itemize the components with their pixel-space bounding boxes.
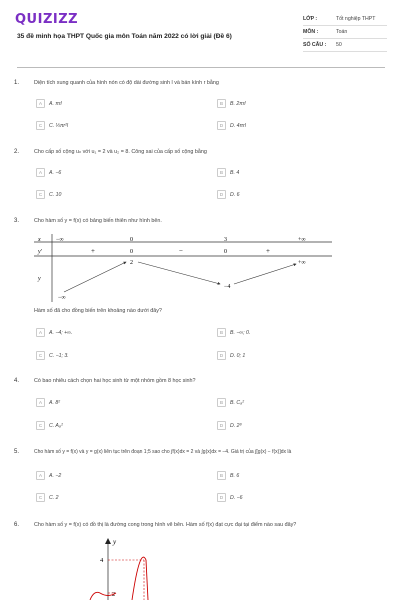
question-number: 1. (14, 80, 20, 86)
option-b[interactable] (217, 167, 239, 178)
table-x-label: x (38, 237, 41, 243)
option-text: A. πrl (49, 100, 62, 107)
option-text: B. C₈² (230, 399, 244, 406)
graph-tick: 4 (100, 557, 104, 564)
option-a[interactable] (36, 98, 62, 109)
question-3 (14, 218, 385, 368)
option-letter: C (36, 421, 45, 430)
table-y-value: −∞ (58, 295, 66, 301)
question-number: 4. (14, 378, 20, 384)
table-x-value: 3 (224, 237, 227, 243)
meta-row-count (303, 39, 387, 52)
option-text: C. 2 (49, 494, 59, 501)
question-number: 5. (14, 449, 20, 455)
option-d[interactable] (217, 350, 245, 361)
function-graph (72, 536, 162, 600)
table-sign: + (91, 247, 95, 255)
option-letter: A (36, 168, 45, 177)
option-text: C. ⅓πr²l (49, 122, 69, 129)
graph-tick: 2 (112, 591, 116, 598)
question-number: 2. (14, 149, 20, 155)
option-b[interactable] (217, 98, 246, 109)
table-y-value: −4 (224, 284, 231, 290)
option-letter: A (36, 471, 45, 480)
option-text: B. −∞; 0. (230, 329, 251, 336)
option-text: C. 10 (49, 191, 62, 198)
option-text: A. −4; +∞. (49, 329, 73, 336)
meta-row-subject (303, 26, 387, 39)
question-number: 6. (14, 522, 20, 528)
question-5 (14, 449, 385, 511)
option-text: C. A₈² (49, 422, 63, 429)
option-letter: C (36, 121, 45, 130)
option-text: A. 8² (49, 399, 60, 406)
worksheet-title: 35 đề minh họa THPT Quốc gia môn Toán năm 2022 có lời giải (Đề 6) (17, 33, 232, 40)
header-divider (17, 67, 385, 68)
meta-value: 50 (336, 42, 342, 48)
table-x-value: +∞ (298, 237, 306, 243)
option-a[interactable] (36, 327, 72, 338)
meta-key: LỚP : (303, 16, 318, 22)
quizizz-logo: QUIZIZZ (15, 12, 79, 27)
option-text: B. 4 (230, 169, 240, 176)
option-letter: D (217, 121, 226, 130)
option-letter: A (36, 328, 45, 337)
table-y-label: y (38, 276, 41, 282)
option-letter: B (217, 398, 226, 407)
question-1 (14, 80, 385, 140)
graph-y-label: y (113, 538, 117, 546)
option-c[interactable] (36, 420, 63, 431)
option-c[interactable] (36, 189, 61, 200)
option-text: A. −2 (49, 472, 62, 479)
option-letter: D (217, 493, 226, 502)
option-text: B. 6 (230, 472, 240, 479)
option-letter: B (217, 99, 226, 108)
table-y-value: +∞ (298, 260, 306, 266)
option-letter: C (36, 190, 45, 199)
option-text: C. −1; 3. (49, 352, 69, 359)
option-d[interactable] (217, 420, 242, 431)
option-b[interactable] (217, 470, 239, 481)
question-6 (14, 522, 385, 600)
table-y-value: 2 (130, 260, 133, 266)
option-d[interactable] (217, 189, 240, 200)
table-sign: 0 (224, 249, 227, 255)
option-text: D. 4πrl (230, 122, 246, 129)
table-x-value: −∞ (56, 237, 64, 243)
table-x-value: 0 (130, 237, 133, 243)
option-text: D. 0; 1 (230, 352, 246, 359)
option-text: D. 2⁸ (230, 422, 242, 429)
option-letter: A (36, 398, 45, 407)
meta-key: MÔN : (303, 29, 319, 35)
table-sign: 0 (130, 249, 133, 255)
option-b[interactable] (217, 327, 250, 338)
question-2 (14, 149, 385, 209)
option-a[interactable] (36, 397, 60, 408)
question-number: 3. (14, 218, 20, 224)
option-c[interactable] (36, 492, 59, 503)
question-text: Cho hàm số y = f(x) và y = g(x) liên tục trên đoạn 1;5 sao cho ∫f(x)dx = 2 và ∫g(x)dx = −4. Giá trị của ∫[g(x) − f(x)]dx là (34, 449, 292, 455)
option-letter: B (217, 471, 226, 480)
option-letter: D (217, 190, 226, 199)
question-text: Cho cấp số cộng uₙ với u₁ = 2 và u₂ = 8. Công sai của cấp số cộng bằng (34, 149, 207, 155)
question-text: Cho hàm số y = f(x) có đồ thị là đường cong trong hình vẽ bên. Hàm số f(x) đạt cực đại tại điểm nào sau đây? (34, 522, 297, 528)
meta-row-class (303, 13, 387, 26)
option-c[interactable] (36, 120, 68, 131)
table-sign: + (266, 247, 270, 255)
question-4 (14, 378, 385, 440)
option-text: B. 2πrl (230, 100, 246, 107)
option-letter: B (217, 328, 226, 337)
option-letter: D (217, 421, 226, 430)
meta-value: Tốt nghiệp THPT (336, 16, 376, 22)
option-letter: D (217, 351, 226, 360)
option-d[interactable] (217, 120, 246, 131)
option-letter: C (36, 351, 45, 360)
option-text: A. −6 (49, 169, 62, 176)
option-text: D. −6 (230, 494, 243, 501)
question-text: Cho hàm số y = f(x) có bảng biến thiên như hình bên. (34, 218, 162, 224)
option-a[interactable] (36, 167, 61, 178)
option-a[interactable] (36, 470, 61, 481)
option-c[interactable] (36, 350, 69, 361)
option-letter: A (36, 99, 45, 108)
option-letter: B (217, 168, 226, 177)
question-subtext: Hàm số đã cho đồng biến trên khoảng nào dưới đây? (34, 308, 162, 314)
question-text: Có bao nhiêu cách chọn hai học sinh từ một nhóm gồm 8 học sinh? (34, 378, 196, 384)
variation-table (34, 232, 332, 304)
option-d[interactable] (217, 492, 243, 503)
table-yprime-label: y' (38, 249, 42, 255)
question-text: Diện tích xung quanh của hình nón có độ dài đường sinh l và bán kính r bằng (34, 80, 219, 86)
meta-value: Toán (336, 29, 348, 35)
meta-key: SỐ CÂU : (303, 42, 327, 48)
option-text: D. 6 (230, 191, 240, 198)
option-b[interactable] (217, 397, 244, 408)
table-sign: − (179, 247, 183, 255)
option-letter: C (36, 493, 45, 502)
meta-panel (303, 13, 387, 52)
